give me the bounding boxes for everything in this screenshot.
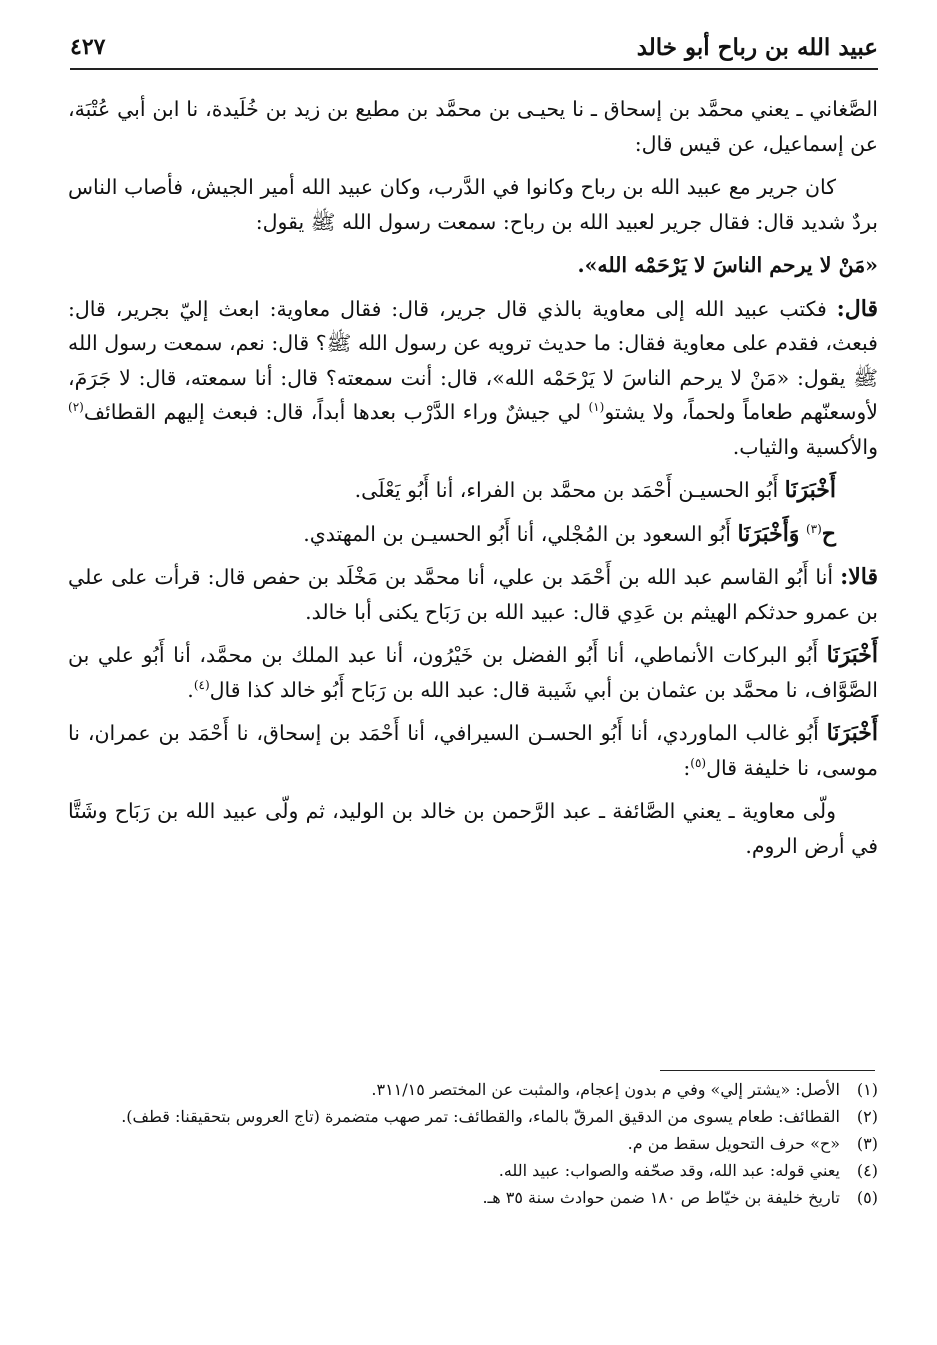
footnote-4: (٤) يعني قوله: عبد الله، وقد صحّفه والصواب: عبيد الله.	[498, 1161, 878, 1180]
footnote-1: (١) الأصل: «يشتر إلي» وفي م بدون إعجام، والمثبت عن المختصر ٣١١/١٥.	[371, 1080, 878, 1099]
footnote-ref-4: (٤)	[193, 677, 210, 692]
isnad-2: ح$^{(٣)}$ وَأَخْبَرَنَا أَبُو السعود بن المُجْلي، أنا أَبُو الحسيـن بن المهتدي.	[303, 520, 836, 547]
hadith-quote: «مَنْ لا يرحم الناسَ لا يَرْحَمْه الله».	[577, 253, 878, 277]
paragraph-8: أَخْبَرَنَا أَبُو البركات الأنماطي، أنا أَبُو الفضل بن خَيْرُون، أنا عبد الملك بن محمَّد، أنا أَبُو علي بن الصَّوَّاف، نا محمَّد بن عثمان بن أبي شَيبة قال: عبد الله بن رَبَاح أَبُو خالد كذا قال$^{(٤)}$.	[68, 642, 878, 702]
footnote-ref-5: (٥)	[690, 755, 707, 770]
footnote-ref-1: (١)	[588, 400, 605, 415]
footnote-separator	[660, 1070, 875, 1071]
page-number: ٤٢٧	[70, 34, 106, 60]
paragraph-1: الصَّغاني ـ يعني محمَّد بن إسحاق ـ نا يحيـى بن محمَّد بن مطيع بن زيد بن خُلَيدة، نا ابن أبي عُتْبَة، عن إسماعيل، عن قيس قال:	[68, 97, 878, 156]
page-header	[70, 28, 878, 68]
footnote-ref-3: (٣)	[805, 521, 822, 536]
footnote-2: (٢) القطائف: طعام يسوى من الدقيق المرقّ بالماء، والقطائف: تمر صهب متضمرة (تاج العروس بتحقيقنا: قطف).	[121, 1107, 878, 1126]
footnote-ref-2: (٢)	[68, 400, 84, 415]
paragraph-9: أَخْبَرَنَا أَبُو غالب الماوردي، أنا أَبُو الحسـن السيرافي، أنا أَحْمَد بن إسحاق، نا أَحْمَد بن عمران، نا موسى، نا خليفة قال$^{(٥)}$:	[68, 720, 878, 780]
footnote-5: (٥) تاريخ خليفة بن خيّاط ص ١٨٠ ضمن حوادث سنة ٣٥ هـ.	[482, 1188, 878, 1207]
footnotes	[70, 1077, 878, 1212]
running-title: عبيد الله بن رباح أبو خالد	[636, 34, 878, 61]
paragraph-10: ولّى معاوية ـ يعني الصَّائفة ـ عبد الرَّحمن بن خالد بن الوليد، ثم ولّى عبيد الله بن رَبَاح وشَتَّا في أرض الروم.	[68, 799, 878, 858]
paragraph-4: قال: فكتب عبيد الله إلى معاوية بالذي قال جرير، قال: فقال معاوية: ابعث إليّ بجرير، قال: فبعث، فقدم على معاوية فقال: ما حديث ترويه عن رسول الله ﷺ؟ قال: نعم، سمعت رسول الله ﷺ يقول: «مَنْ لا يرحم الناسَ لا يَرْحَمْه الله»، قال: أنت سمعته؟ قال: أنا سمعته، قال: لا جَرَمَ، لأوسعنّهم طعاماً ولحماً، ولا يشتو$^{(١)}$ لي جيشٌ وراء الدَّرْب بعدها أبداً، قال: فبعث إليهم القطائف$^{(٢)}$ والأكسية والثياب.	[68, 295, 878, 459]
isnad-1: أَخْبَرَنَا أَبُو الحسيـن أَحْمَد بن محمَّد بن الفراء، أنا أَبُو يَعْلَى.	[354, 477, 836, 503]
main-text	[68, 92, 878, 872]
footnote-3: (٣) «ح» حرف التحويل سقط من م.	[627, 1134, 878, 1153]
paragraph-2: كان جرير مع عبيد الله بن رباح وكانوا في الدَّرب، وكان عبيد الله أمير الجيش، فأصاب الناس بردٌ شديد قال: فقال جرير لعبيد الله بن رباح: سمعت رسول الله ﷺ يقول:	[68, 175, 878, 234]
paragraph-7: قالا: أنا أَبُو القاسم عبد الله بن أَحْمَد بن علي، أنا محمَّد بن مَخْلَد بن حفص قال: قرأت على علي بن عمرو حدثكم الهيثم بن عَدِي قال: عبيد الله بن رَبَاح يكنى أبا خالد.	[68, 564, 878, 624]
header-rule	[70, 68, 878, 70]
